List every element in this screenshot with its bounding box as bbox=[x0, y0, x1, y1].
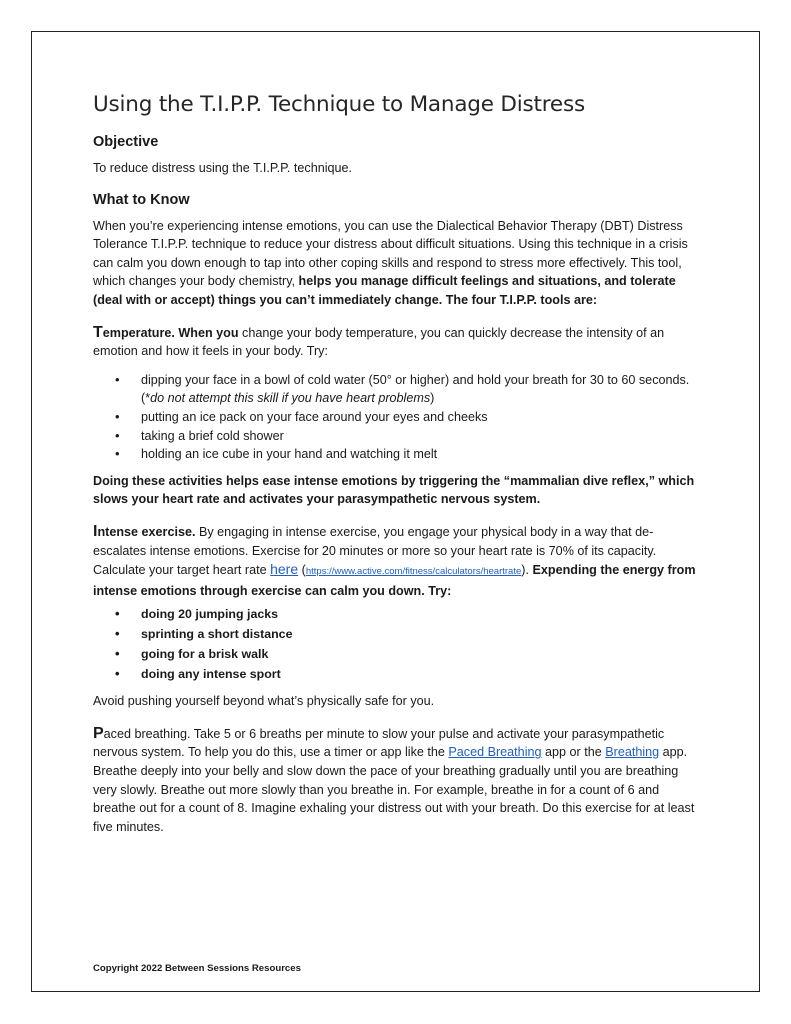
paced-breathing-paragraph: Paced breathing. Take 5 or 6 breaths per minute to slow your pulse and activate your parasympathetic nervous system. To help you do this, use a timer or app like the Paced Breathing app or the Breathing app. Breathe deeply into your belly and slow down the pace of your breathing gradually until you are breathing very slowly. Breathe out more slowly than you breathe in. For example, breathe in for a count of 6 and breathe out for a count of 8. Imagine exhaling your distress out with your breath. Do this exercise for at least five minutes. bbox=[93, 724, 695, 834]
temperature-initial: T bbox=[93, 323, 103, 341]
list-item: • going for a brisk walk bbox=[141, 644, 703, 664]
list-item: • doing 20 jumping jacks bbox=[141, 604, 703, 624]
temperature-closing: Doing these activities helps ease intense emotions by triggering the “mammalian dive reflex,” which slows your heart rate and activates your parasympathetic nervous system. bbox=[93, 473, 695, 507]
temperature-paragraph bbox=[93, 324, 703, 361]
list-item: • putting an ice pack on your face around your eyes and cheeks bbox=[141, 408, 703, 427]
list-item: • taking a brief cold shower bbox=[141, 427, 703, 446]
breathing-link[interactable]: Breathing bbox=[605, 745, 660, 760]
document-body bbox=[93, 92, 703, 836]
copyright-footer: Copyright 2022 Between Sessions Resources bbox=[93, 963, 301, 974]
exercise-paragraph: Intense exercise. By engaging in intense exercise, you engage your physical body in a way that de-escalates intense emotions. Exercise for 20 minutes or more so your heart rate is 70% of its capacity. Calculate your target heart rate here (https://www.active.com/fitness/calculators/heartrate). Expending the energy from intense emotions through exercise can calm you down. Try: bbox=[93, 522, 696, 598]
list-item: • doing any intense sport bbox=[141, 664, 703, 684]
temperature-list bbox=[93, 371, 703, 464]
paced-initial: P bbox=[93, 724, 104, 742]
temperature-lead: emperature. When you bbox=[102, 325, 239, 340]
list-item: • dipping your face in a bowl of cold water (50° or higher) and hold your breath for 30 to 60 seconds. (*do not attempt this skill if you have heart problems) bbox=[141, 371, 703, 408]
heart-rate-link[interactable]: here bbox=[270, 561, 299, 578]
intro-text: When you’re experiencing intense emotions, you can use the Dialectical Behavior Therapy (DBT) Distress Tolerance T.I.P.P. technique to reduce your distress about difficult situations. Using this technique in a crisis can calm you down enough to tap into other coping skills and respond to stress more effectively. This tool, which changes your body chemistry, bbox=[93, 218, 688, 289]
exercise-list bbox=[93, 604, 703, 684]
intro-bold-text: helps you manage difficult feelings and situations, and tolerate (deal with or accept) things you can’t immediately change. The four T.I.P.P. tools are: bbox=[93, 274, 676, 307]
exercise-lead: ntense exercise. bbox=[97, 524, 196, 539]
warning-text: do not attempt this skill if you have heart problems bbox=[150, 391, 431, 406]
exercise-bold-text: Expending the energy from intense emotions through exercise can calm you down. Try: bbox=[93, 563, 696, 598]
list-item: • sprinting a short distance bbox=[141, 624, 703, 644]
what-to-know-heading: What to Know bbox=[93, 191, 190, 208]
exercise-text: By engaging in intense exercise, you engage your physical body in a way that de-escalates intense emotions. Exercise for 20 minutes or more so your heart rate is 70% of its capacity. Calculate your target heart rate bbox=[93, 524, 657, 578]
temperature-text: change your body temperature, you can quickly decrease the intensity of an emotion and how it feels in your body. Try: bbox=[93, 325, 665, 359]
list-item: • holding an ice cube in your hand and watching it melt bbox=[141, 445, 703, 464]
exercise-initial: I bbox=[93, 522, 98, 540]
exercise-closing: Avoid pushing yourself beyond what’s physically safe for you. bbox=[93, 694, 435, 709]
what-to-know-paragraph bbox=[93, 217, 703, 310]
page-title: Using the T.I.P.P. Technique to Manage Distress bbox=[93, 92, 585, 117]
heart-rate-url-link[interactable]: https://www.active.com/fitness/calculators/heartrate bbox=[305, 566, 522, 578]
objective-heading: Objective bbox=[93, 134, 159, 150]
paced-breathing-link[interactable]: Paced Breathing bbox=[448, 745, 542, 760]
objective-text: To reduce distress using the T.I.P.P. technique. bbox=[93, 161, 353, 175]
